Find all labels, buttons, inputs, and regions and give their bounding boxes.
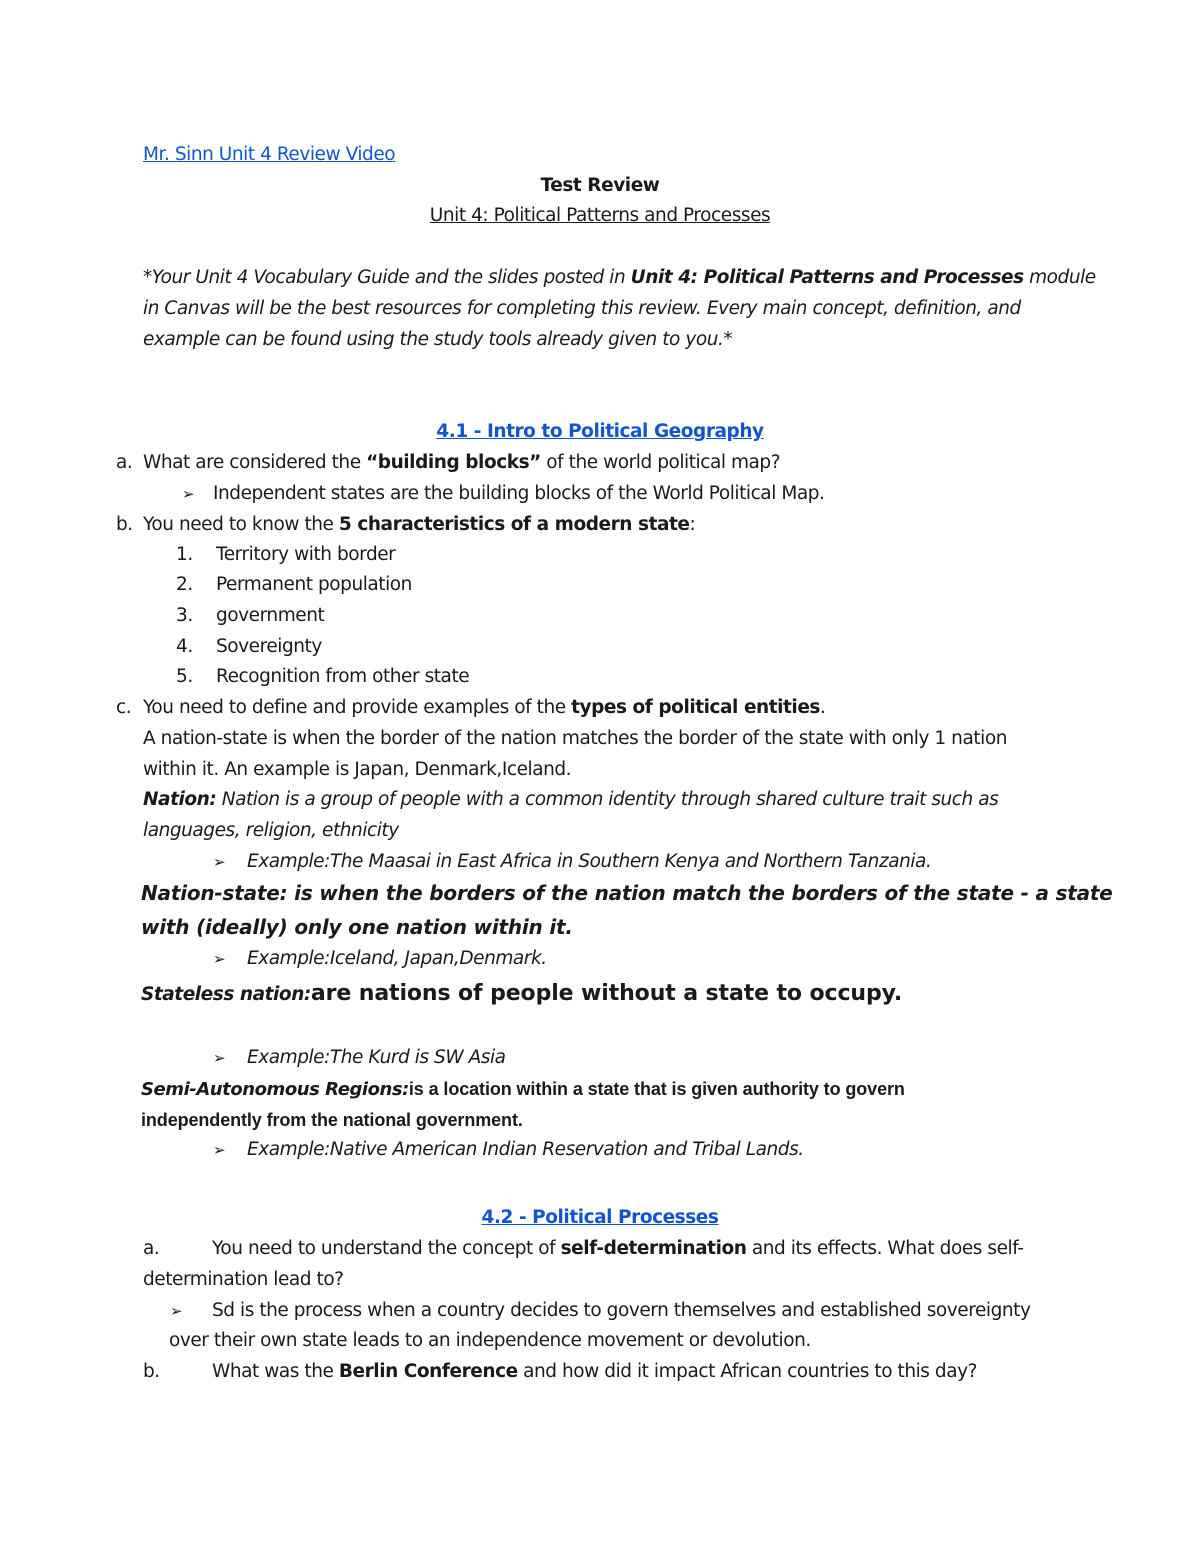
list-item: Sovereignty: [216, 636, 322, 657]
bullet-arrow-icon: ➢: [182, 485, 195, 503]
nation-example: Example:The Maasai in East Africa in Southern Kenya and Northern Tanzania.: [247, 851, 932, 872]
question-text: and how did it impact African countries to this day?: [517, 1361, 977, 1382]
answer-a: Independent states are the building blocks of the World Political Map.: [213, 483, 825, 504]
list-item-number: 3.: [176, 605, 193, 626]
section-heading-text: 4.2 - Political Processes: [481, 1207, 719, 1228]
question-bold: “building blocks”: [366, 452, 541, 473]
doc-subtitle: Unit 4: Political Patterns and Processes: [429, 205, 771, 226]
nation-state-definition-cont: with (ideally) only one nation within it.: [141, 915, 573, 939]
question-text: :: [689, 514, 696, 535]
answer-a-line-2: over their own state leads to an independence movement or devolution.: [169, 1330, 811, 1351]
semi-autonomous-definition-cont: independently from the national government.: [141, 1110, 523, 1130]
question-bold: Berlin Conference: [338, 1361, 518, 1382]
bullet-arrow-icon: ➢: [213, 853, 226, 871]
intro-module-name: Unit 4: Political Patterns and Processes: [630, 267, 1024, 288]
question-c-marker: c.: [116, 697, 132, 718]
question-text: You need to know the: [143, 514, 339, 535]
question-bold: 5 characteristics of a modern state: [338, 514, 690, 535]
bullet-arrow-icon: ➢: [213, 1141, 226, 1159]
intro-text: *Your Unit 4 Vocabulary Guide and the slides posted in: [143, 267, 631, 288]
list-item: Permanent population: [216, 574, 412, 595]
intro-line-1: [143, 266, 1096, 290]
list-item: government: [216, 605, 325, 626]
question-text: You need to define and provide examples of the: [143, 697, 572, 718]
intro-text: module: [1023, 267, 1096, 288]
nation-state-example: Example:Iceland, Japan,Denmark.: [247, 948, 547, 969]
list-item: Recognition from other state: [216, 666, 470, 687]
section-heading-4-1: [0, 420, 1200, 444]
term-label: Semi-Autonomous Regions:: [141, 1079, 409, 1100]
bullet-arrow-icon: ➢: [213, 950, 226, 968]
question-a: [212, 1237, 1023, 1261]
stateless-nation-definition: [141, 982, 902, 1007]
nation-state-definition: Nation-state: is when the borders of the nation match the borders of the state - a state: [141, 881, 1113, 905]
question-bold: types of political entities: [571, 697, 820, 718]
term-label: Nation:: [143, 789, 217, 810]
intro-line-3: example can be found using the study tools already given to you.*: [143, 329, 733, 350]
definition-text: are nations of people without a state to occupy.: [310, 981, 903, 1006]
stateless-example: Example:The Kurd is SW Asia: [247, 1047, 506, 1068]
list-item-number: 1.: [176, 544, 193, 565]
review-video-link[interactable]: Mr. Sinn Unit 4 Review Video: [143, 144, 396, 165]
intro-line-2: in Canvas will be the best resources for completing this review. Every main concept, definition, and: [143, 298, 1021, 319]
section-heading-4-2: [0, 1206, 1200, 1230]
answer-c-line-1: A nation-state is when the border of the nation matches the border of the state with only 1 nation: [143, 728, 1007, 749]
question-bold: self-determination: [560, 1238, 747, 1259]
section-heading-text: 4.1 - Intro to Political Geography: [436, 421, 764, 442]
definition-text: Nation is a group of people with a common identity through shared culture trait such as: [216, 789, 999, 810]
question-text: of the world political map?: [540, 452, 781, 473]
question-a-marker: a.: [143, 1238, 160, 1259]
bullet-arrow-icon: ➢: [170, 1302, 183, 1320]
list-item-number: 2.: [176, 574, 193, 595]
question-text: You need to understand the concept of: [212, 1238, 561, 1259]
list-item: Territory with border: [216, 544, 396, 565]
answer-c-line-2: within it. An example is Japan, Denmark,Iceland.: [143, 759, 572, 780]
question-b: [143, 513, 695, 537]
question-a-cont: determination lead to?: [143, 1269, 344, 1290]
list-item-number: 5.: [176, 666, 193, 687]
question-a-marker: a.: [116, 452, 133, 473]
semi-autonomous-definition: [141, 1077, 905, 1102]
nation-definition-cont: languages, religion, ethnicity: [143, 820, 399, 841]
term-label: Stateless nation:: [141, 984, 311, 1005]
definition-text: is a location within a state that is given authority to govern: [408, 1079, 905, 1099]
nation-definition: [143, 788, 998, 812]
answer-a-line-1: Sd is the process when a country decides to govern themselves and established sovereignty: [212, 1300, 1031, 1321]
question-text: .: [820, 697, 826, 718]
list-item-number: 4.: [176, 636, 193, 657]
semi-autonomous-example: Example:Native American Indian Reservation and Tribal Lands.: [247, 1139, 804, 1160]
question-a: [143, 451, 780, 475]
question-b-marker: b.: [143, 1361, 160, 1382]
question-text: and its effects. What does self-: [746, 1238, 1024, 1259]
question-text: What was the: [212, 1361, 339, 1382]
question-text: What are considered the: [143, 452, 367, 473]
question-b-marker: b.: [116, 514, 133, 535]
doc-title: Test Review: [540, 175, 660, 196]
bullet-arrow-icon: ➢: [213, 1049, 226, 1067]
question-b: [212, 1360, 977, 1384]
question-c: [143, 696, 825, 720]
review-video-link-line: [143, 143, 395, 167]
